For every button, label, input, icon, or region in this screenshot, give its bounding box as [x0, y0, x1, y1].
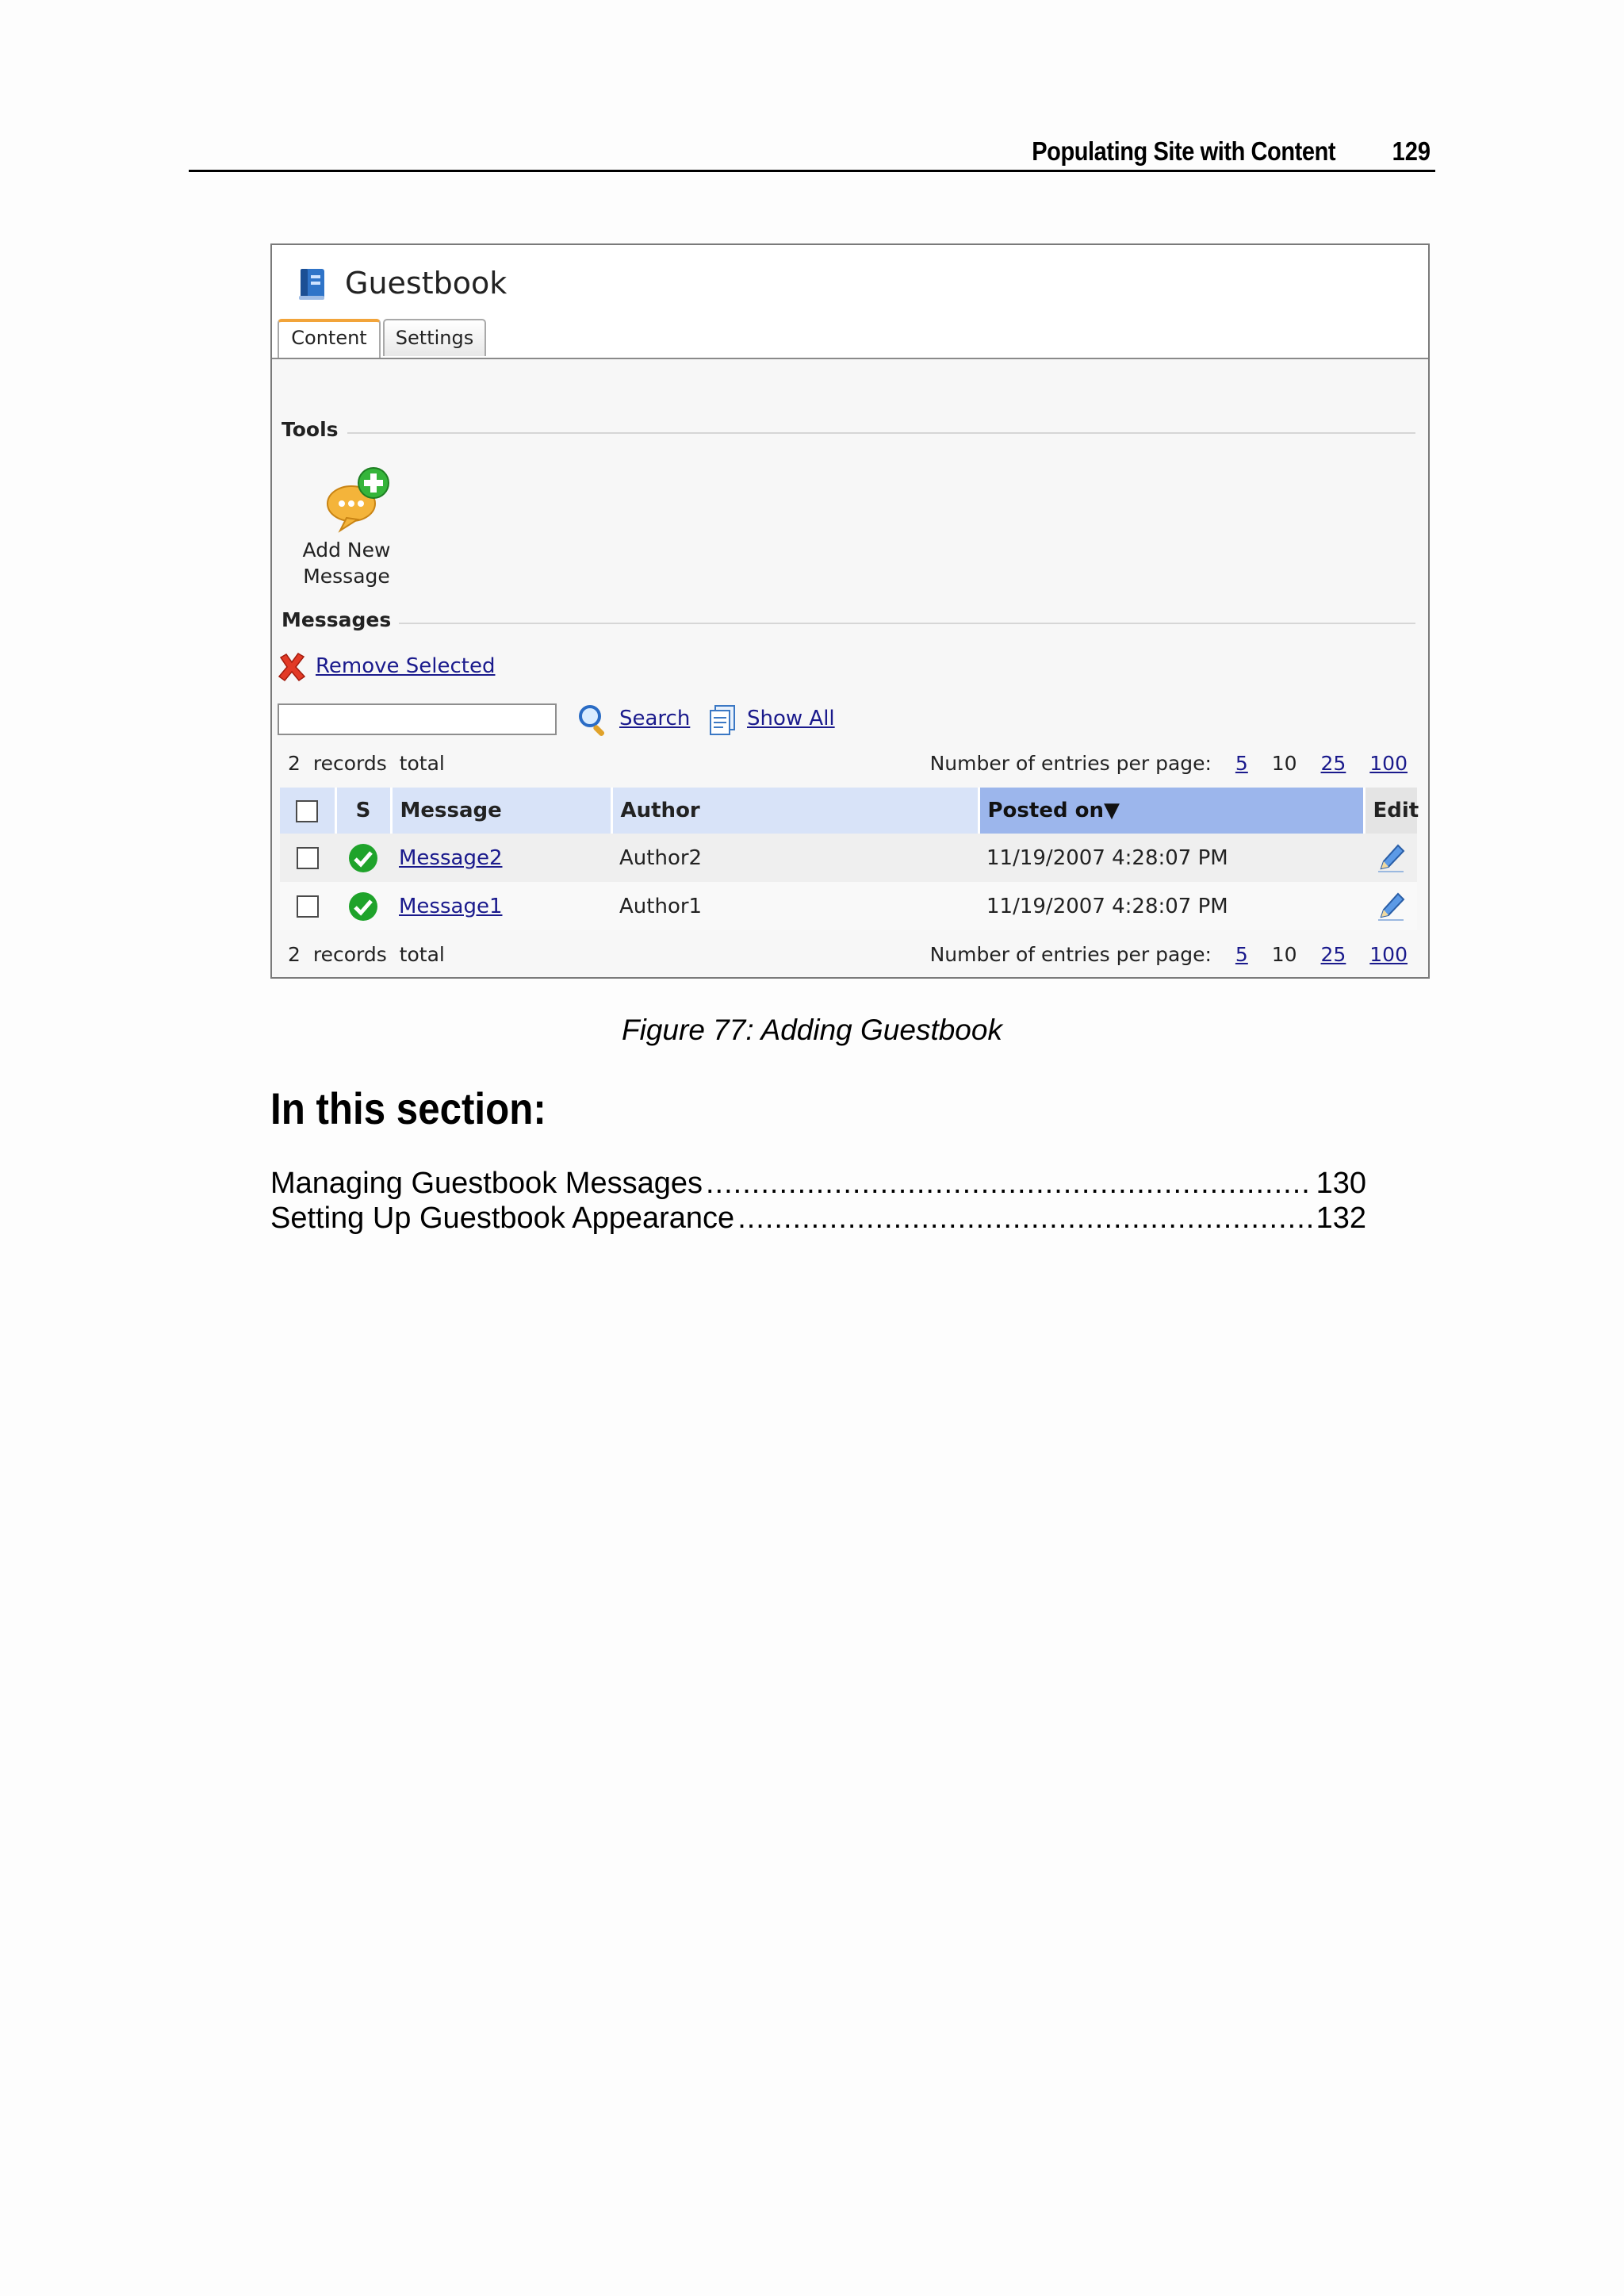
add-new-message-label[interactable] [299, 537, 394, 589]
page-size-25[interactable]: 25 [1320, 752, 1346, 775]
page-size-100[interactable]: 100 [1369, 752, 1408, 775]
row-message-cell[interactable] [391, 834, 611, 882]
posted-on-column-header[interactable] [979, 788, 1364, 834]
edit-column-header: Edit [1364, 788, 1417, 834]
tab-settings[interactable]: Settings [383, 319, 486, 356]
toc-leader-dots [737, 1201, 1312, 1236]
row-select-cell[interactable] [280, 882, 335, 930]
tools-divider [347, 432, 1415, 434]
toc-entry-title: Managing Guestbook Messages [270, 1167, 703, 1200]
module-header [272, 245, 1428, 359]
entries-per-page-label: Number of entries per page: [929, 752, 1212, 775]
row-message-cell[interactable] [391, 882, 611, 930]
message-column-header[interactable]: Message [391, 788, 611, 834]
author-column-header[interactable]: Author [611, 788, 979, 834]
toc-entry[interactable] [270, 1166, 1366, 1201]
search-link[interactable]: Search [619, 707, 691, 730]
page-size-25[interactable]: 25 [1320, 943, 1346, 966]
published-check-icon [347, 891, 379, 922]
row-author-cell: Author1 [611, 882, 979, 930]
published-check-icon [347, 842, 379, 874]
row-checkbox[interactable] [297, 895, 319, 918]
row-author-cell: Author2 [611, 834, 979, 882]
add-message-icon[interactable] [323, 464, 394, 534]
pager-top [930, 752, 1408, 775]
page-header [189, 133, 1435, 172]
guestbook-book-icon [296, 266, 327, 302]
row-edit-cell[interactable] [1364, 834, 1417, 882]
pager-bottom [930, 943, 1408, 966]
running-title: Populating Site with Content [1032, 136, 1335, 166]
tools-section-label: Tools [282, 418, 339, 441]
row-posted-on-cell: 11/19/2007 4:28:07 PM [979, 834, 1364, 882]
toc-entry-title: Setting Up Guestbook Appearance [270, 1202, 735, 1235]
add-new-message-line2: Message [303, 565, 390, 588]
sort-desc-icon: ▼ [1104, 799, 1120, 822]
table-row [280, 882, 1417, 930]
page-size-5[interactable]: 5 [1235, 943, 1248, 966]
toc-entry-page: 130 [1316, 1167, 1366, 1200]
row-status-cell [335, 882, 391, 930]
edit-pencil-icon[interactable] [1375, 890, 1407, 923]
message-link[interactable]: Message1 [399, 894, 503, 918]
show-all-documents-icon[interactable] [707, 703, 737, 737]
toc-entry-page: 132 [1316, 1202, 1366, 1235]
tab-content[interactable]: Content [278, 319, 381, 358]
posted-on-label: Posted on [987, 799, 1104, 822]
remove-selected-link[interactable]: Remove Selected [316, 654, 496, 678]
records-total-bottom: 2 records total [288, 943, 445, 966]
page-size-10: 10 [1271, 943, 1297, 966]
page-size-5[interactable]: 5 [1235, 752, 1248, 775]
status-column-header[interactable]: S [335, 788, 391, 834]
table-row [280, 834, 1417, 882]
toc-entry[interactable] [270, 1201, 1366, 1236]
entries-per-page-label: Number of entries per page: [929, 943, 1212, 966]
page-number: 129 [1392, 136, 1431, 166]
search-magnifier-icon[interactable] [577, 703, 611, 737]
delete-x-icon[interactable] [277, 652, 307, 682]
page-size-10: 10 [1271, 752, 1297, 775]
messages-divider [399, 623, 1415, 624]
row-checkbox[interactable] [297, 847, 319, 869]
message-link[interactable]: Message2 [399, 845, 503, 870]
search-input[interactable] [278, 703, 557, 735]
section-heading: In this section: [270, 1083, 546, 1133]
row-posted-on-cell: 11/19/2007 4:28:07 PM [979, 882, 1364, 930]
messages-section-label: Messages [282, 608, 392, 631]
row-edit-cell[interactable] [1364, 882, 1417, 930]
page-size-100[interactable]: 100 [1369, 943, 1408, 966]
figure-caption: Figure 77: Adding Guestbook [622, 1014, 1002, 1046]
guestbook-screenshot [270, 243, 1430, 979]
records-total-top: 2 records total [288, 752, 445, 775]
row-status-cell [335, 834, 391, 882]
select-all-checkbox[interactable] [296, 800, 318, 822]
module-title: Guestbook [345, 266, 508, 301]
show-all-link[interactable]: Show All [747, 707, 835, 730]
toc-leader-dots [706, 1166, 1313, 1201]
edit-pencil-icon[interactable] [1375, 841, 1407, 875]
select-all-header[interactable] [280, 788, 335, 834]
table-header-row [280, 788, 1417, 834]
table-of-contents [270, 1166, 1366, 1236]
row-select-cell[interactable] [280, 834, 335, 882]
messages-table [280, 788, 1417, 930]
add-new-message-line1: Add New [302, 539, 391, 562]
